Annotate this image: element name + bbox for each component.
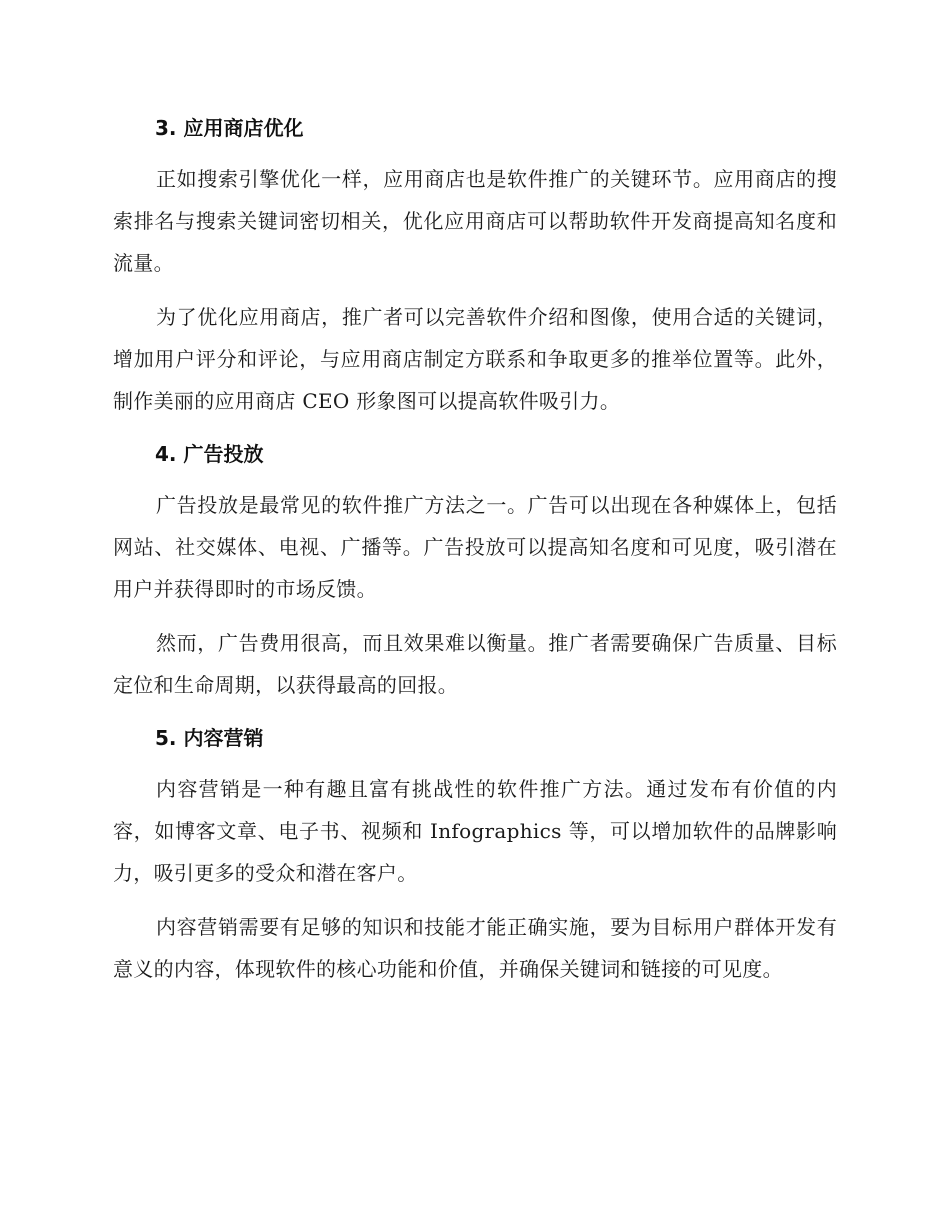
section-content-marketing [113, 718, 837, 990]
paragraph: 内容营销是一种有趣且富有挑战性的软件推广方法。通过发布有价值的内容，如博客文章、电子书、视频和 Infographics 等，可以增加软件的品牌影响力，吸引更多的受众和潜在客户。 [113, 777, 837, 885]
paragraph: 正如搜索引擎优化一样，应用商店也是软件推广的关键环节。应用商店的搜索排名与搜索关键词密切相关，优化应用商店可以帮助软件开发商提高知名度和流量。 [113, 167, 837, 275]
section-advertising [113, 434, 837, 706]
paragraph: 广告投放是最常见的软件推广方法之一。广告可以出现在各种媒体上，包括网站、社交媒体、电视、广播等。广告投放可以提高知名度和可见度，吸引潜在用户并获得即时的市场反馈。 [113, 493, 837, 601]
section-heading: 5. 内容营销 [155, 726, 264, 750]
paragraph: 然而，广告费用很高，而且效果难以衡量。推广者需要确保广告质量、目标定位和生命周期，以获得最高的回报。 [113, 631, 837, 697]
paragraph: 内容营销需要有足够的知识和技能才能正确实施，要为目标用户群体开发有意义的内容，体现软件的核心功能和价值，并确保关键词和链接的可见度。 [113, 915, 837, 981]
paragraph: 为了优化应用商店，推广者可以完善软件介绍和图像，使用合适的关键词，增加用户评分和评论，与应用商店制定方联系和争取更多的推举位置等。此外，制作美丽的应用商店 CEO 形象图可以提高软件吸引力。 [113, 305, 837, 413]
document-body [113, 108, 837, 1002]
section-heading: 3. 应用商店优化 [155, 116, 304, 140]
section-heading: 4. 广告投放 [155, 442, 264, 466]
section-app-store-optimization [113, 108, 837, 422]
